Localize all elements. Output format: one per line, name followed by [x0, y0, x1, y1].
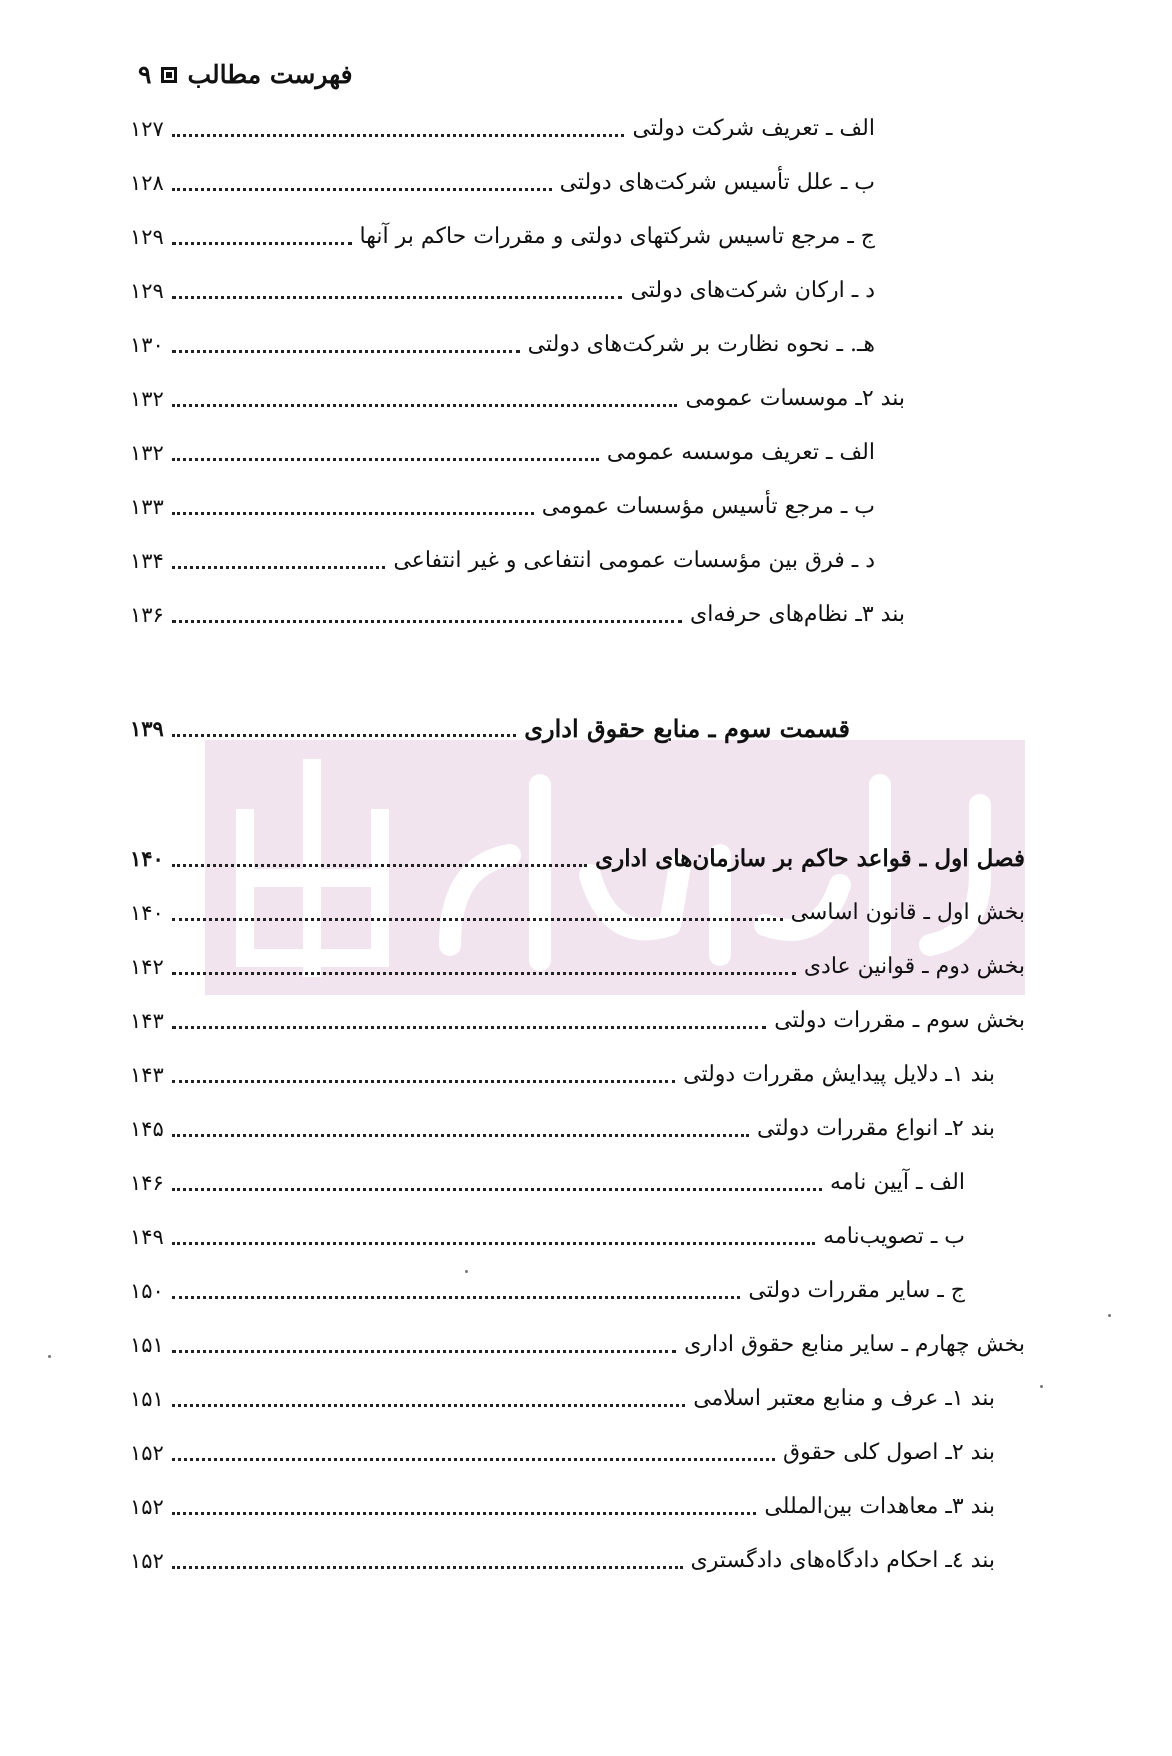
toc-entry-page: ۱۳۲	[130, 387, 164, 411]
leader-dots	[172, 457, 599, 461]
toc-entry-label: بند ۱ـ عرف و منابع معتبر اسلامی	[693, 1386, 995, 1411]
toc-entry-page: ۱۳۶	[130, 603, 164, 627]
toc-entry	[130, 892, 1025, 928]
toc-entry-page: ۱۲۸	[130, 171, 164, 195]
toc-entry-page: ۱۲۹	[130, 279, 164, 303]
toc-entry	[130, 378, 905, 414]
toc-entry-page: ۱۴۰	[130, 846, 164, 871]
toc-entry-label: بند ۲ـ اصول کلی حقوق	[783, 1440, 995, 1465]
scan-speck	[1040, 1385, 1043, 1388]
toc-entry	[130, 270, 875, 306]
toc-entry	[130, 594, 905, 630]
toc-entry	[130, 946, 1025, 982]
toc-entry-page: ۱۴۲	[130, 955, 164, 979]
toc-entry-label: بند ۱ـ دلایل پیدایش مقررات دولتی	[683, 1062, 995, 1087]
toc-entry-label: هـ. ـ نحوه نظارت بر شرکت‌های دولتی	[527, 332, 875, 357]
toc-entry-page: ۱۵۰	[130, 1279, 164, 1303]
toc-entry-label: بند ٤ـ احکام دادگاه‌های دادگستری	[690, 1548, 995, 1573]
toc-entry-label: د ـ فرق بین مؤسسات عمومی انتفاعی و غیر انتفاعی	[393, 548, 875, 573]
toc-entry	[130, 162, 875, 198]
toc-entry-page: ۱۴۳	[130, 1009, 164, 1033]
toc-entry-page: ۱۳۰	[130, 333, 164, 357]
toc-entry	[130, 1432, 995, 1468]
header-title: فهرست مطالب	[187, 60, 353, 89]
toc-entry-label: ج ـ مرجع تاسیس شرکتهای دولتی و مقررات حاکم بر آنها	[359, 224, 875, 249]
section-title-page: ۱۳۹	[130, 716, 164, 741]
toc-entry	[130, 432, 875, 468]
leader-dots	[172, 1187, 822, 1191]
toc-entry-page: ۱۴۹	[130, 1225, 164, 1249]
toc-entry	[130, 324, 875, 360]
square-bullet-icon	[161, 67, 177, 83]
toc-entry-label: الف ـ تعریف شرکت دولتی	[632, 116, 875, 141]
toc-entry-page: ۱۲۹	[130, 225, 164, 249]
toc-entry-page: ۱۳۲	[130, 441, 164, 465]
leader-dots	[172, 1511, 757, 1515]
leader-dots	[172, 187, 552, 191]
toc-entry-page: ۱۵۲	[130, 1495, 164, 1519]
toc-entry	[130, 1054, 995, 1090]
scan-speck	[48, 1355, 51, 1358]
toc-entry-label: د ـ ارکان شرکت‌های دولتی	[630, 278, 875, 303]
leader-dots	[172, 133, 625, 137]
toc-entry	[130, 1324, 1025, 1360]
leader-dots	[172, 1133, 749, 1137]
leader-dots	[172, 1457, 775, 1461]
leader-dots	[172, 241, 352, 245]
chapter-entry	[130, 838, 1025, 874]
leader-dots	[172, 863, 587, 867]
toc-entry-page: ۱۵۱	[130, 1387, 164, 1411]
toc-entry	[130, 108, 875, 144]
toc-entry-label: فصل اول ـ قواعد حاکم بر سازمان‌های اداری	[595, 845, 1025, 872]
toc-entry	[130, 540, 875, 576]
toc-entry-label: ب ـ تصویب‌نامه	[823, 1224, 965, 1249]
toc-entry-label: بند ۳ـ معاهدات بین‌المللی	[764, 1494, 995, 1519]
toc-entry-label: بند ۳ـ نظام‌های حرفه‌ای	[690, 602, 905, 627]
leader-dots	[172, 917, 783, 921]
toc-entry-page: ۱۵۱	[130, 1333, 164, 1357]
toc-entry	[130, 1486, 995, 1522]
toc-entry-label: ج ـ سایر مقررات دولتی	[748, 1278, 965, 1303]
toc-entry-page: ۱۴۵	[130, 1117, 164, 1141]
toc-entry	[130, 216, 875, 252]
page-header	[138, 60, 353, 89]
toc-entry	[130, 1162, 965, 1198]
toc-entry-label: ب ـ علل تأسیس شرکت‌های دولتی	[559, 170, 875, 195]
toc-entry-label: بخش دوم ـ قوانین عادی	[803, 954, 1025, 979]
scan-speck	[1108, 1314, 1111, 1317]
toc-entry-page: ۱۴۶	[130, 1171, 164, 1195]
toc-entry	[130, 1270, 965, 1306]
leader-dots	[172, 733, 516, 737]
header-page-number: ۹	[138, 60, 152, 89]
leader-dots	[172, 349, 520, 353]
toc-entry-page: ۱۳۳	[130, 495, 164, 519]
toc-entry-label: بند ۲ـ انواع مقررات دولتی	[756, 1116, 995, 1141]
toc-entry-label: بخش اول ـ قانون اساسی	[790, 900, 1025, 925]
toc-entry	[130, 1000, 1025, 1036]
leader-dots	[172, 619, 682, 623]
leader-dots	[172, 1241, 815, 1245]
leader-dots	[172, 1349, 676, 1353]
toc-entry-label: الف ـ آیین نامه	[829, 1170, 965, 1195]
toc-entry	[130, 1216, 965, 1252]
toc-entry-page: ۱۳۴	[130, 549, 164, 573]
toc-entry	[130, 1108, 995, 1144]
toc-entry-label: ب ـ مرجع تأسیس مؤسسات عمومی	[541, 494, 875, 519]
section-title-label: قسمت سوم ـ منابع حقوق اداری	[524, 714, 850, 743]
toc-entry-label: بخش سوم ـ مقررات دولتی	[774, 1008, 1025, 1033]
toc-entry	[130, 486, 875, 522]
toc-entry-page: ۱۴۳	[130, 1063, 164, 1087]
leader-dots	[172, 1403, 685, 1407]
toc-entry-label: الف ـ تعریف موسسه عمومی	[606, 440, 875, 465]
toc-entry	[130, 1540, 995, 1576]
leader-dots	[172, 403, 678, 407]
toc-entry-page: ۱۵۲	[130, 1549, 164, 1573]
leader-dots	[172, 511, 534, 515]
leader-dots	[172, 295, 623, 299]
toc-entry-page: ۱۴۰	[130, 901, 164, 925]
toc-entry	[130, 1378, 995, 1414]
toc-entry-page: ۱۵۲	[130, 1441, 164, 1465]
leader-dots	[172, 565, 386, 569]
toc-entry-label: بند ۲ـ موسسات عمومی	[685, 386, 905, 411]
leader-dots	[172, 1295, 741, 1299]
toc-entry-page: ۱۲۷	[130, 117, 164, 141]
leader-dots	[172, 1565, 683, 1569]
leader-dots	[172, 1079, 675, 1083]
section-title	[130, 708, 850, 744]
leader-dots	[172, 1025, 766, 1029]
toc-entry-label: بخش چهارم ـ سایر منابع حقوق اداری	[684, 1332, 1025, 1357]
leader-dots	[172, 971, 796, 975]
